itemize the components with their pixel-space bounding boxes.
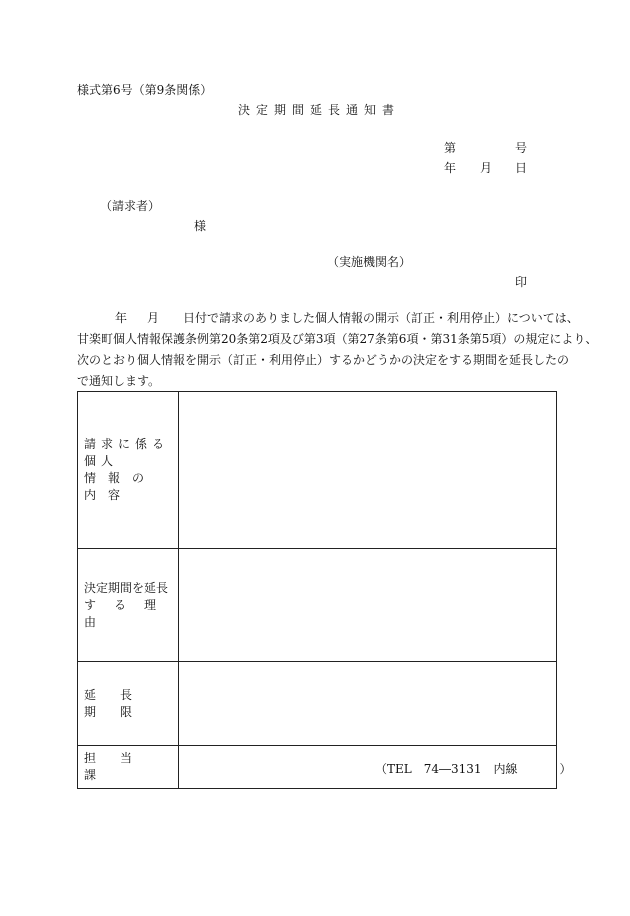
document-number-suffix: 号 bbox=[515, 141, 528, 155]
label-extension-deadline: 延長期限 bbox=[78, 662, 179, 746]
table-row-personal-info bbox=[78, 392, 557, 549]
honorific-sama: 様 bbox=[194, 219, 207, 233]
form-number: 様式第6号（第9条関係） bbox=[77, 83, 213, 97]
notice-details-table bbox=[77, 391, 572, 789]
table-row-extension-deadline bbox=[78, 662, 557, 746]
requester-label: （請求者） bbox=[100, 199, 161, 213]
body-year-label: 年 bbox=[115, 311, 128, 325]
document-number-prefix: 第 bbox=[444, 141, 457, 155]
notice-body bbox=[77, 308, 598, 392]
label-department: 担当課 bbox=[78, 746, 179, 789]
label-personal-info-content: 請求に係る個人 情報の内容 bbox=[78, 392, 179, 549]
value-extension-deadline[interactable] bbox=[179, 662, 557, 746]
body-line-4: で通知します。 bbox=[77, 374, 161, 388]
body-line-1-text: 日付で請求のありました個人情報の開示（訂正・利用停止）については、 bbox=[183, 311, 579, 325]
body-line-1 bbox=[77, 308, 579, 329]
contact-phone: （TEL 74―3131 内線 ） bbox=[375, 762, 572, 776]
date-day-label: 日 bbox=[515, 161, 528, 175]
date-year-label: 年 bbox=[444, 161, 457, 175]
seal-mark: 印 bbox=[515, 275, 528, 289]
body-line-3: 次のとおり個人情報を開示（訂正・利用停止）するかどうかの決定をする期間を延長したの bbox=[77, 353, 570, 367]
table-row-extension-reason bbox=[78, 549, 557, 662]
agency-name-label: （実施機関名） bbox=[327, 255, 412, 269]
document-title: 決定期間延長通知書 bbox=[238, 103, 401, 117]
value-extension-reason[interactable] bbox=[179, 549, 557, 662]
value-personal-info-content[interactable] bbox=[179, 392, 557, 549]
table-row-department bbox=[78, 746, 557, 789]
date-month-label: 月 bbox=[480, 161, 493, 175]
body-month-label: 月 bbox=[147, 311, 160, 325]
label-extension-reason: 決定期間を延長 する理由 bbox=[78, 549, 179, 662]
body-line-2: 甘楽町個人情報保護条例第20条第2項及び第3項（第27条第6項・第31条第5項）の規定により、 bbox=[77, 332, 598, 346]
value-department-contact[interactable] bbox=[179, 746, 572, 789]
